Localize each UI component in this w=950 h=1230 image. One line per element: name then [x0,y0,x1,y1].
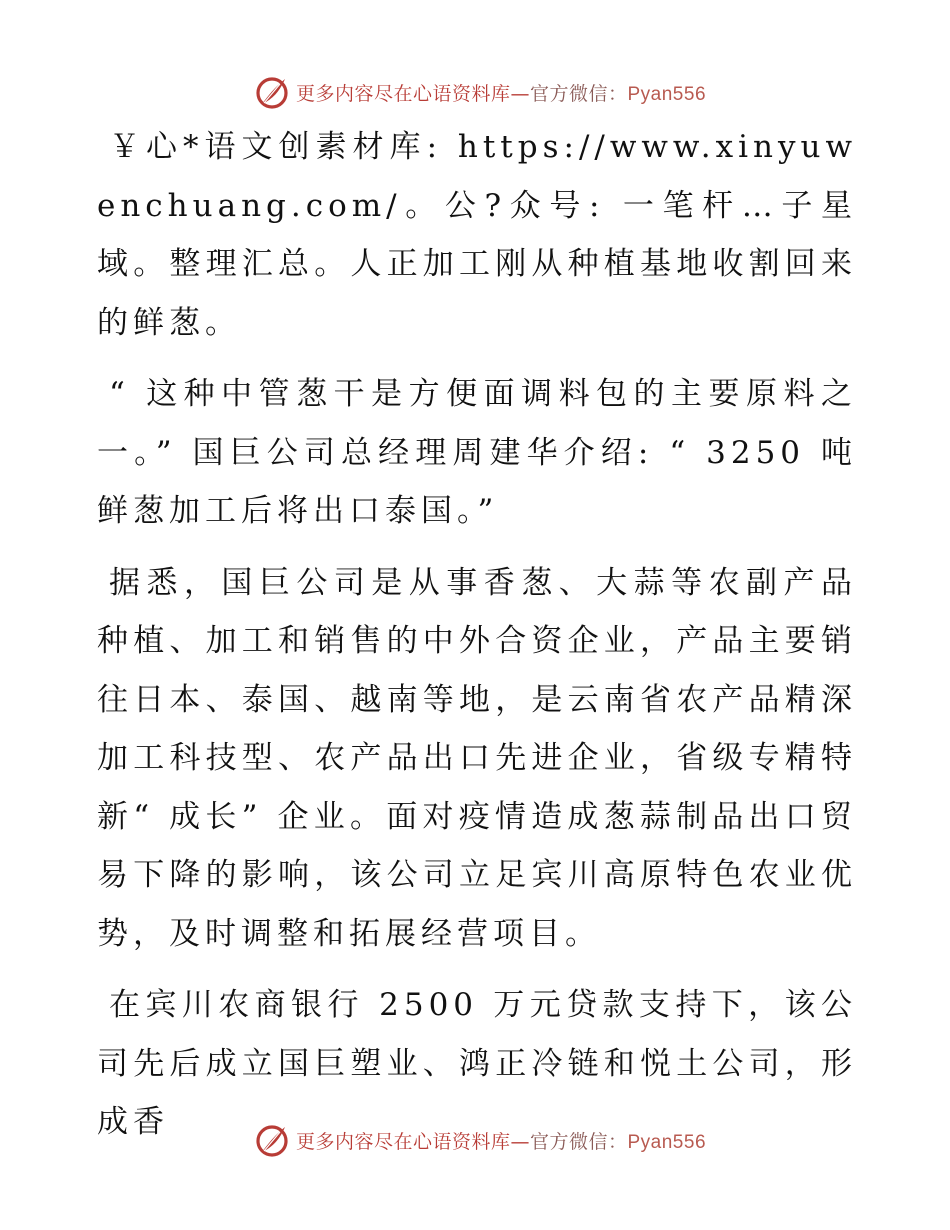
header-banner-wechat-label: 官方微信： [529,82,628,105]
footer-banner-main: 更多内容尽在心语资料库— [295,1130,530,1153]
footer-banner-inner [254,1122,706,1158]
footer-banner-wechat-label: 官方微信： [529,1130,628,1153]
header-banner-wechat-id: Pyan556 [627,83,707,105]
paragraph-2: “ 这种中管葱干是方便面调料包的主要原料之一。” 国巨公司总经理周建华介绍: “ 3250 吨鲜葱加工后将出口泰国。” [97,376,857,529]
feather-quill-logo-icon [254,1122,290,1158]
paragraph-4: 在宾川农商银行 2500 万元贷款支持下，该公司先后成立国巨塑业、鸿正冷链和悦土公司，形成香 [97,987,857,1140]
paragraph-1: ￥心*语文创素材库: https://www.xinyuwenchuang.com/。公?众号: 一笔杆…子星域。整理汇总。人正加工刚从种植基地收割回来的鲜葱。 [97,129,857,341]
footer-banner-text [296,1127,706,1154]
header-banner-main: 更多内容尽在心语资料库— [295,82,530,105]
feather-quill-logo-icon [254,74,290,110]
header-banner-text [296,79,706,106]
paragraph-3: 据悉，国巨公司是从事香葱、大蒜等农副产品种植、加工和销售的中外合资企业，产品主要销往日本、泰国、越南等地，是云南省农产品精深加工科技型、农产品出口先进企业，省级专精特新“ 成长” 企业。面对疫情造成葱蒜制品出口贸易下降的影响，该公司立足宾川高原特色农业优势，及时调整和拓展经营项目。 [97,564,857,952]
footer-banner [0,1120,950,1160]
header-banner [0,72,950,112]
header-banner-inner [254,74,706,110]
document-body [97,118,857,1165]
footer-banner-wechat-id: Pyan556 [627,1131,707,1153]
